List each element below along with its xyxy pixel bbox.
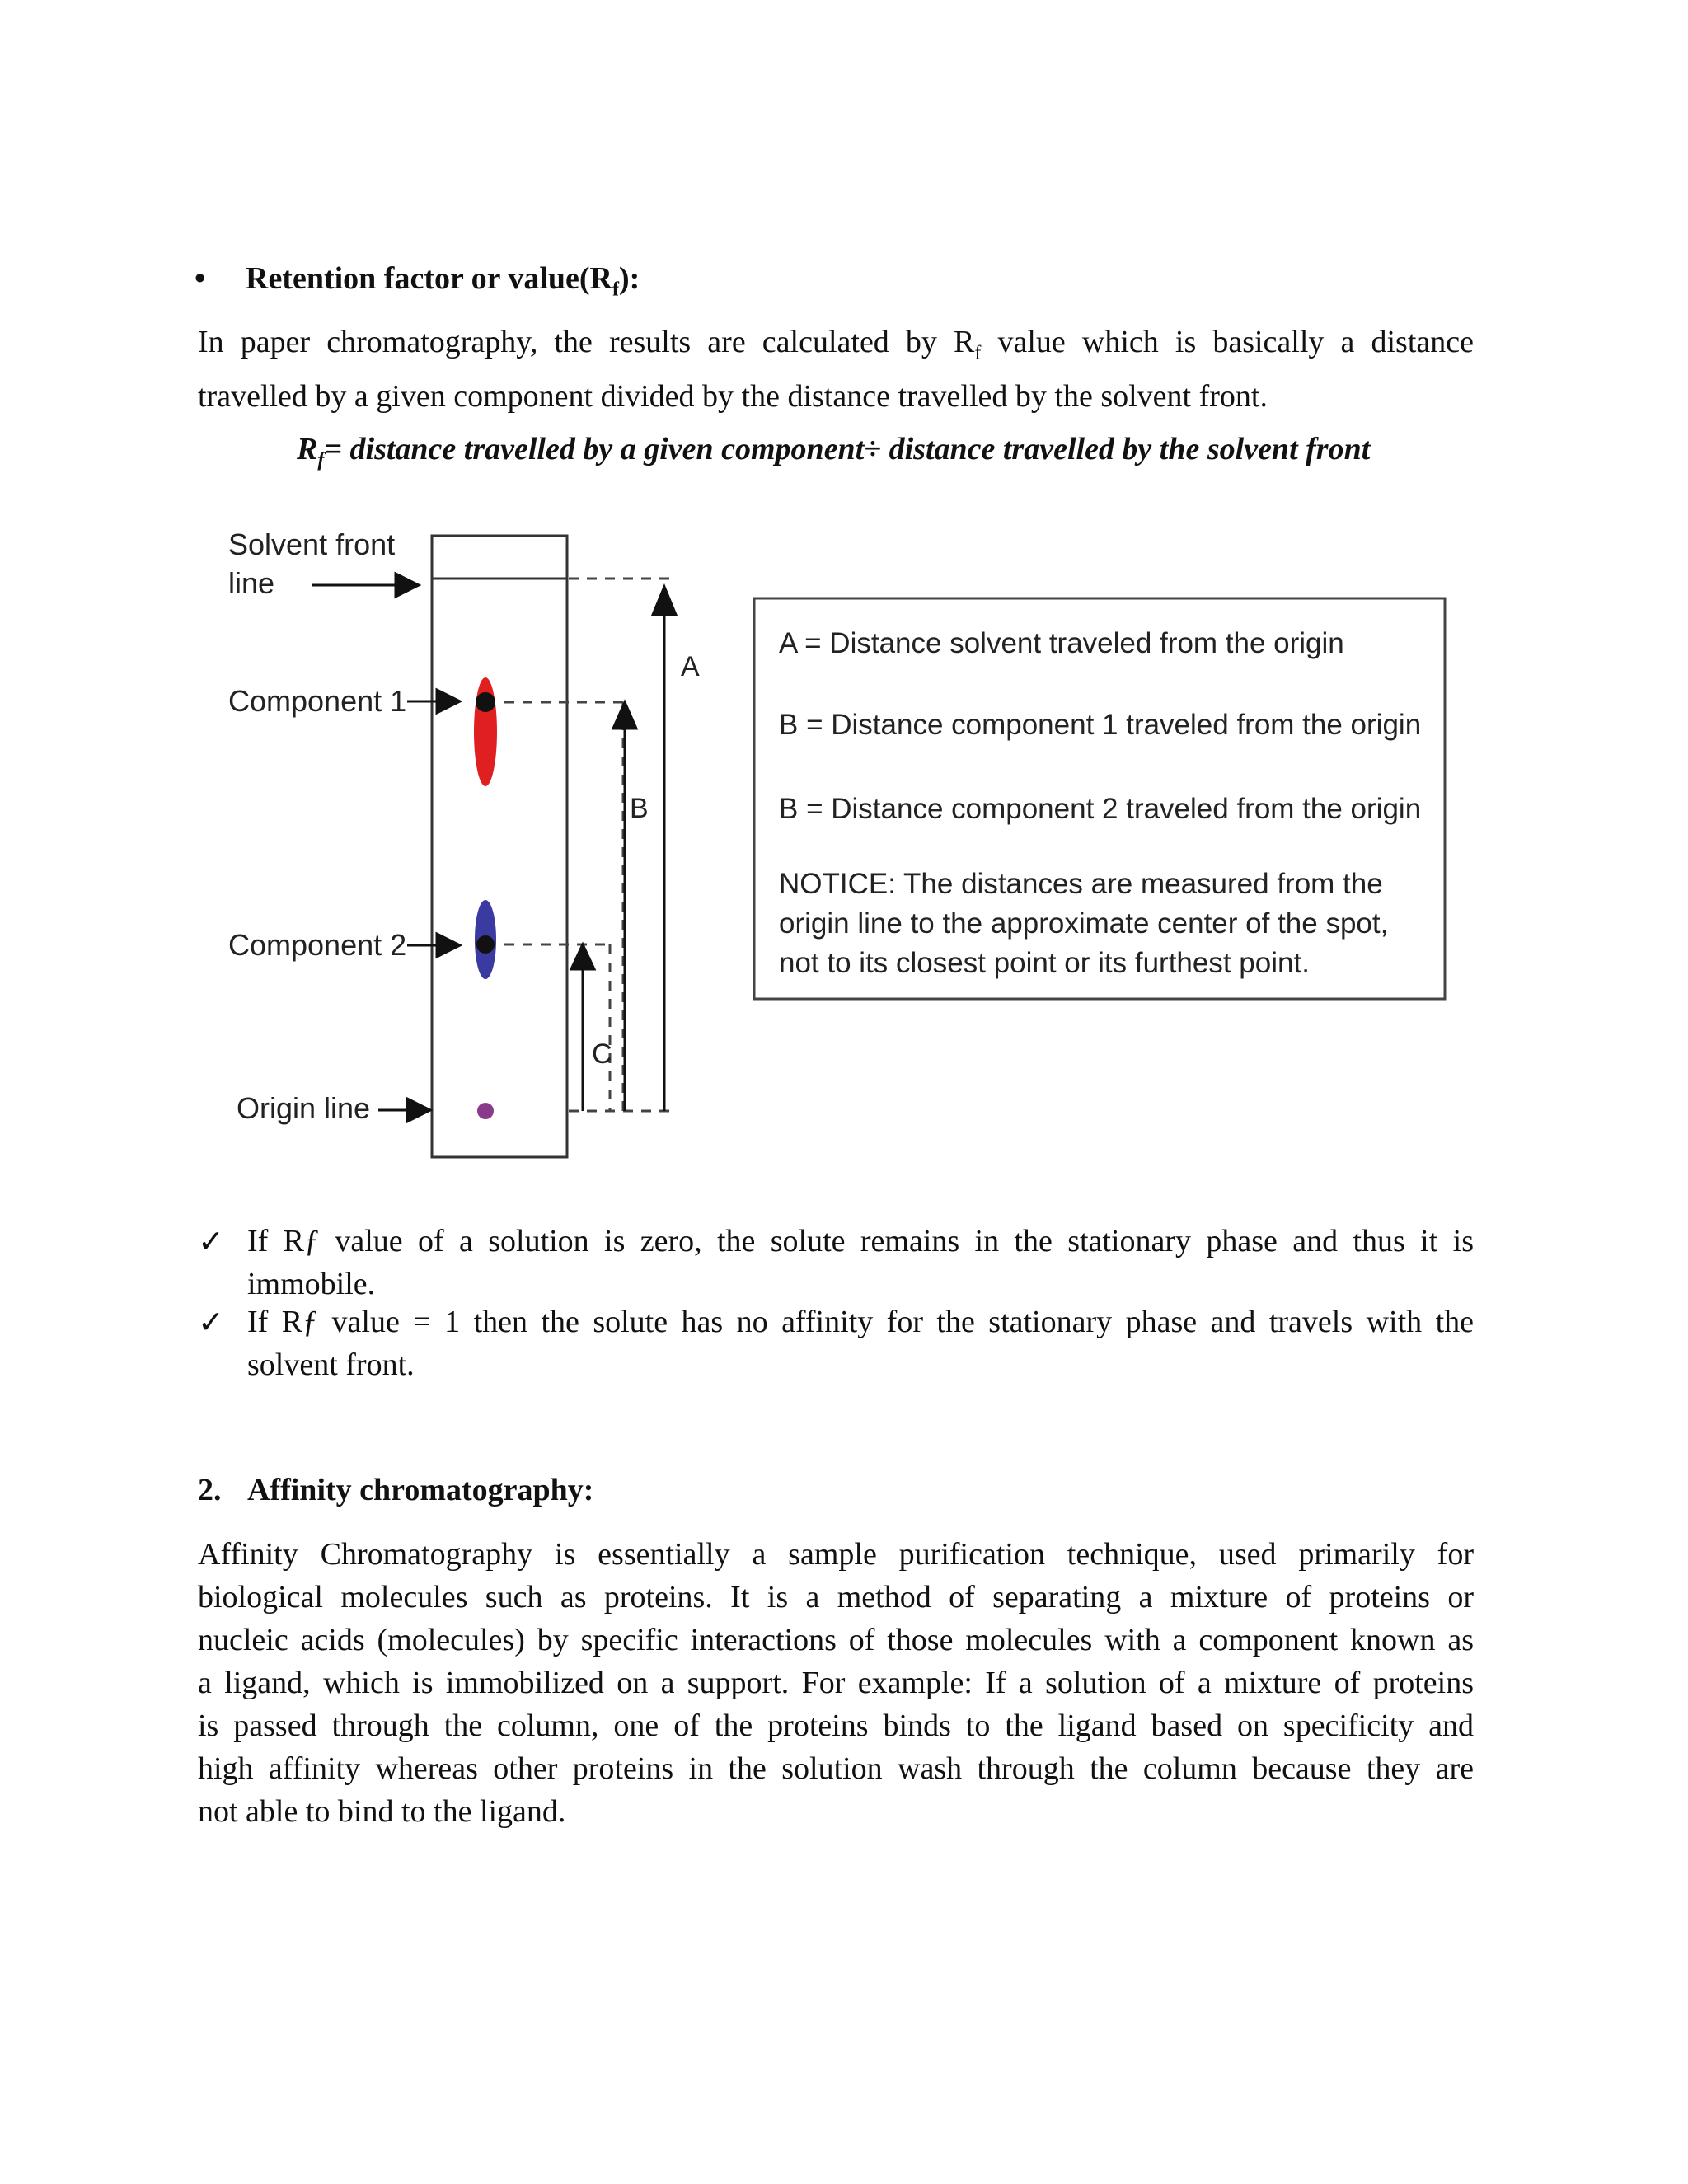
rf-formula: $R_f=$ distance travelled by a given component÷ distance travelled by the solvent front <box>297 432 1371 471</box>
solvent-front-label-2: line <box>228 566 275 600</box>
component2-center-dot <box>476 935 495 954</box>
component1-center-dot <box>476 692 495 712</box>
section2-heading <box>198 1472 222 1508</box>
bullet: • <box>195 261 206 296</box>
affinity-paragraph <box>198 1533 1474 1833</box>
component1-arrow-head <box>437 690 460 713</box>
intro-line-2: travelled by a given component divided by the distance travelled by the solvent front. <box>198 378 1268 414</box>
origin-arrow-head <box>407 1099 430 1122</box>
checklist-item-1: ✓ If Rƒ value of a solution is zero, the solute remains in the stationary phase and thus it is immobile. <box>198 1220 1474 1305</box>
section1-heading-text: Retention factor or $value(R_f)$: <box>246 261 640 301</box>
letter-a: A <box>681 651 700 682</box>
checklist <box>198 1220 1474 1386</box>
solvent-front-label-1: Solvent front <box>228 527 396 561</box>
paper-strip <box>432 536 567 1157</box>
origin-dot <box>477 1103 494 1119</box>
component1-label: Component 1 <box>228 684 407 718</box>
arrow-a-head <box>653 587 676 615</box>
legend-notice-2: origin line to the approximate center of the spot, <box>779 907 1389 940</box>
affinity-line: Affinity Chromatography is essentially a sample purification technique, used primarily for <box>198 1537 1474 1572</box>
solvent-front-arrow-head <box>396 574 419 597</box>
origin-label: Origin line <box>237 1091 371 1125</box>
intro-line-1: In paper chromatography, the results are calculated by $R_f$ value which is basically a distance <box>198 325 1475 364</box>
section2-number: 2. <box>198 1473 222 1507</box>
component2-label: Component 2 <box>228 928 407 962</box>
legend-line-b1: B = Distance component 1 traveled from the origin <box>779 709 1422 741</box>
section2-heading-text: Affinity chromatography: <box>247 1473 594 1507</box>
component2-arrow-head <box>437 934 460 957</box>
letter-b: B <box>630 793 649 824</box>
affinity-line: nucleic acids (molecules) by specific interactions of those molecules with a component known as <box>198 1623 1474 1657</box>
affinity-line: is passed through the column, one of the proteins binds to the ligand based on specificity and <box>198 1708 1474 1743</box>
arrow-b-head <box>613 702 636 729</box>
letter-c: C <box>592 1038 612 1070</box>
affinity-line: a ligand, which is immobilized on a support. For example: If a solution of a mixture of proteins <box>198 1666 1474 1700</box>
arrow-c-head <box>571 944 594 969</box>
check-icon: ✓ <box>198 1304 224 1340</box>
legend-notice-3: not to its closest point or its furthest point. <box>779 947 1310 979</box>
checklist-item-2: ✓ If Rƒ value = 1 then the solute has no affinity for the stationary phase and travels with the solvent front. <box>198 1301 1474 1386</box>
legend-line-a: A = Distance solvent traveled from the origin <box>779 627 1344 659</box>
legend-notice-1: NOTICE: The distances are measured from the <box>779 868 1383 900</box>
affinity-line: biological molecules such as proteins. It is a method of separating a mixture of proteins or <box>198 1580 1474 1615</box>
affinity-line: high affinity whereas other proteins in the solution wash through the column because they are <box>198 1751 1474 1786</box>
affinity-line: not able to bind to the ligand. <box>198 1794 566 1829</box>
legend-line-b2: B = Distance component 2 traveled from the origin <box>779 793 1422 825</box>
check-icon: ✓ <box>198 1223 224 1259</box>
